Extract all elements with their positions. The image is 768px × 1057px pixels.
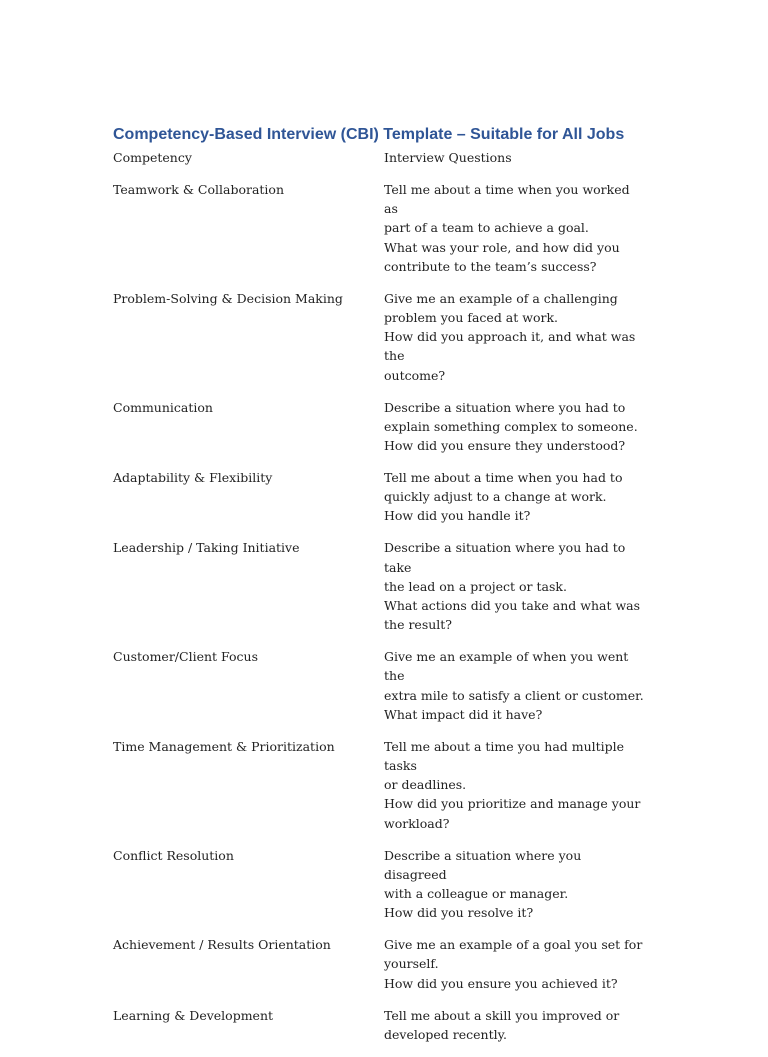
questions-cell [384, 398, 646, 456]
question-line: the result? [384, 617, 453, 633]
table-row [113, 289, 653, 385]
question-line: Describe a situation where you disagreed [384, 847, 582, 882]
table-row [113, 846, 653, 923]
question-line: workload? [384, 815, 450, 831]
question-line: developed recently. [384, 1026, 507, 1042]
question-line: Describe a situation where you had to [384, 399, 626, 415]
questions-column-header: Interview Questions [384, 150, 512, 165]
question-line: the lead on a project or task. [384, 578, 567, 594]
question-line: quickly adjust to a change at work. [384, 489, 607, 505]
questions-cell [384, 468, 646, 526]
question-line: contribute to the team’s success? [384, 258, 597, 274]
question-line: What impact did it have? [384, 706, 543, 722]
questions-cell [384, 1006, 646, 1044]
question-line: outcome? [384, 367, 446, 383]
question-line: Give me an example of a goal you set for [384, 937, 643, 953]
question-line: How did you ensure they understood? [384, 438, 626, 454]
question-line: extra mile to satisfy a client or customer. [384, 687, 644, 703]
question-line: explain something complex to someone. [384, 418, 638, 434]
question-line: Tell me about a time when you had to [384, 470, 623, 486]
question-line: How did you approach it, and what was the [384, 329, 636, 364]
competency-cell: Teamwork & Collaboration [113, 182, 285, 197]
competency-cell: Communication [113, 399, 213, 415]
competency-cell: Leadership / Taking Initiative [113, 540, 300, 556]
table-row [113, 647, 653, 724]
table-row [113, 468, 653, 526]
competency-cell: Problem-Solving & Decision Making [113, 290, 343, 306]
question-line: How did you ensure you achieved it? [384, 975, 618, 991]
questions-cell [384, 647, 646, 724]
table-row [113, 935, 653, 993]
competency-cell: Achievement / Results Orientation [113, 937, 331, 953]
question-line: Tell me about a skill you improved or [384, 1007, 620, 1023]
competency-cell: Learning & Development [113, 1007, 274, 1023]
question-line: How did you resolve it? [384, 905, 534, 921]
competency-cell: Customer/Client Focus [113, 649, 259, 665]
table-row [113, 538, 653, 634]
question-line: Give me an example of a challenging [384, 290, 618, 306]
competency-cell: Conflict Resolution [113, 847, 234, 863]
competency-cell: Time Management & Prioritization [113, 738, 335, 754]
question-line: Describe a situation where you had to take [384, 540, 626, 575]
question-line: Give me an example of when you went the [384, 649, 629, 684]
question-line: Tell me about a time when you worked as [384, 182, 630, 217]
question-line: What was your role, and how did you [384, 239, 620, 255]
questions-cell [384, 846, 646, 923]
question-line: How did you prioritize and manage your [384, 796, 641, 812]
questions-cell [384, 289, 646, 385]
table-row [113, 1006, 653, 1044]
competency-column-header: Competency [113, 150, 192, 165]
table-row [113, 737, 653, 833]
question-line: with a colleague or manager. [384, 886, 569, 902]
table-row [113, 180, 653, 276]
question-line: part of a team to achieve a goal. [384, 220, 589, 236]
question-line: or deadlines. [384, 777, 467, 793]
question-line: What actions did you take and what was [384, 598, 641, 614]
question-line: How did you handle it? [384, 508, 531, 524]
competency-cell: Adaptability & Flexibility [113, 470, 273, 486]
questions-cell [384, 538, 646, 634]
question-line: problem you faced at work. [384, 310, 558, 326]
questions-cell [384, 180, 646, 276]
competency-table [113, 148, 653, 1057]
table-row [113, 398, 653, 456]
questions-cell [384, 935, 646, 993]
questions-cell [384, 737, 646, 833]
document-title: Competency-Based Interview (CBI) Template – Suitable for All Jobs [113, 126, 625, 143]
question-line: Tell me about a time you had multiple tasks [384, 738, 625, 774]
question-line: yourself. [384, 956, 439, 972]
table-header-row [113, 148, 653, 167]
